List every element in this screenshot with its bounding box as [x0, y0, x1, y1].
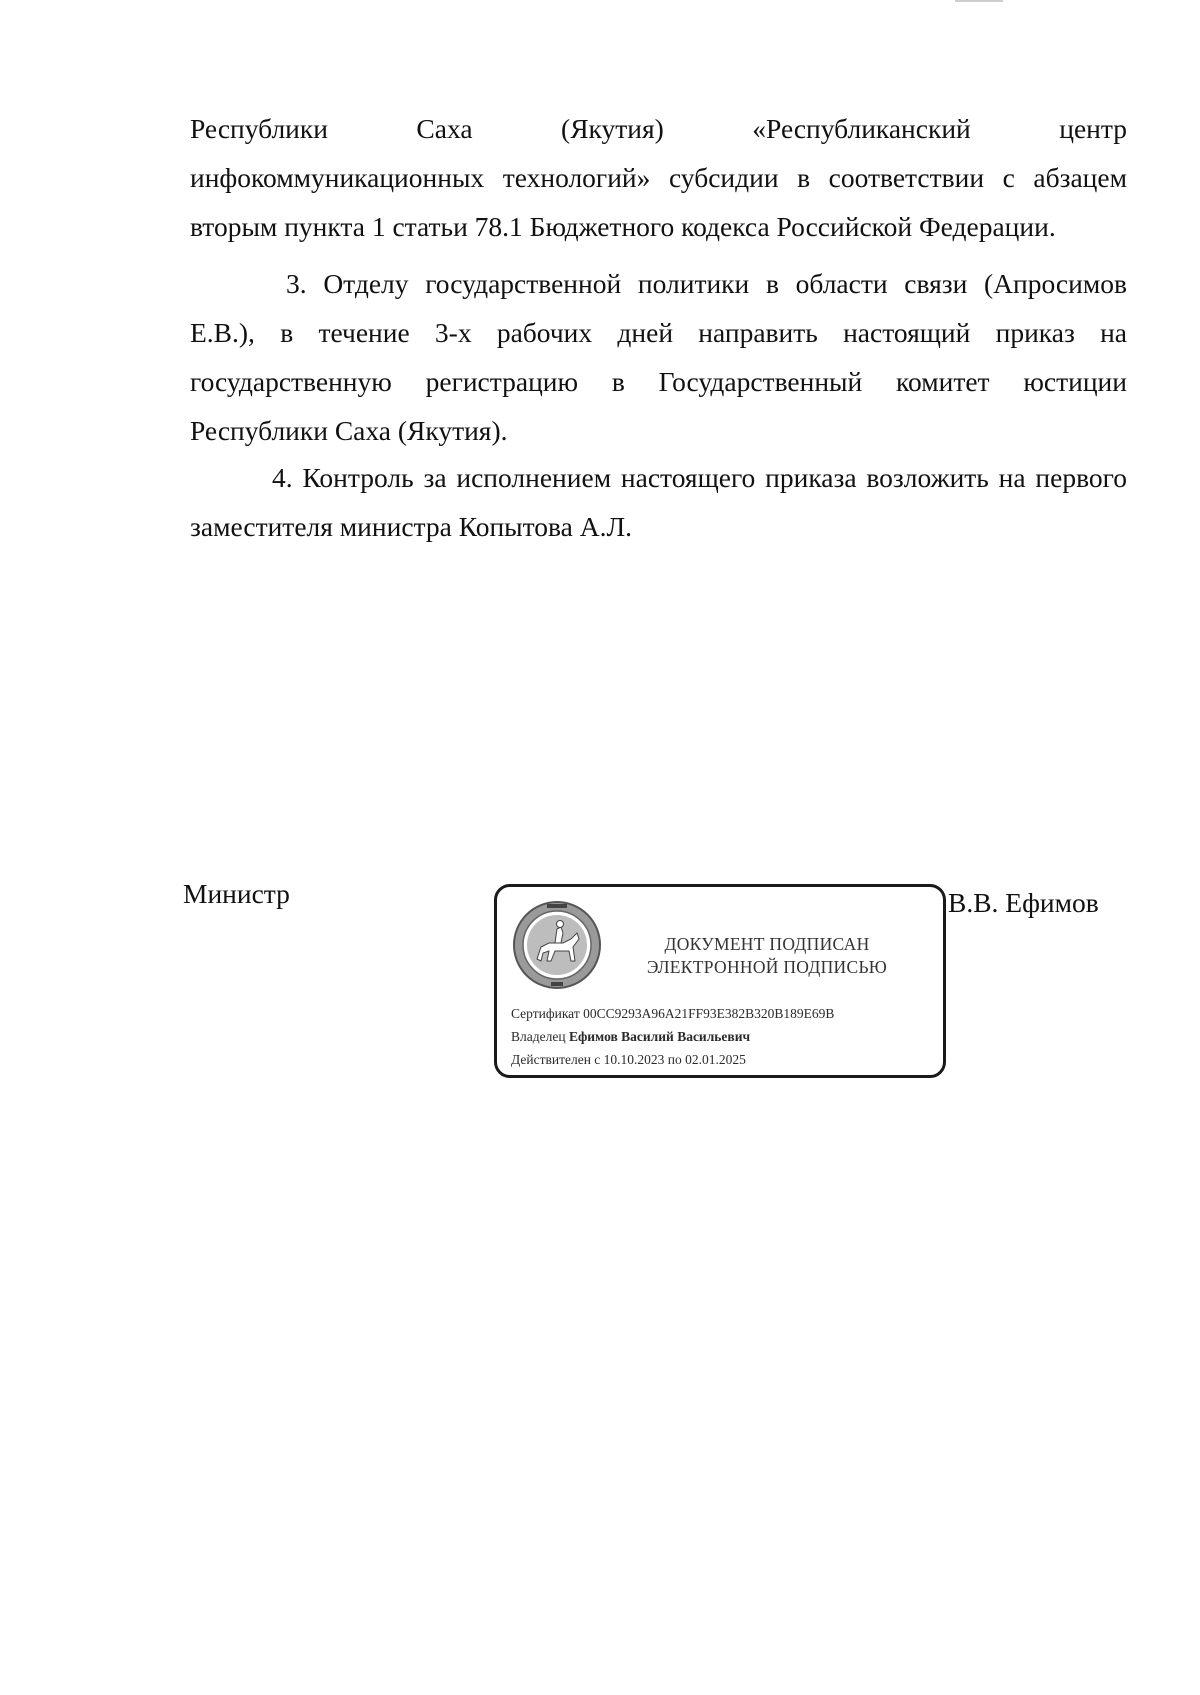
signatory-title: Министр	[183, 878, 290, 909]
stamp-owner-label: Владелец	[511, 1029, 566, 1044]
stamp-certificate	[511, 1005, 834, 1023]
stamp-certificate-label: Сертификат	[511, 1006, 580, 1021]
stamp-heading	[607, 933, 927, 979]
stamp-valid-to-label: по	[667, 1052, 682, 1067]
stamp-owner-value: Ефимов Василий Васильевич	[568, 1029, 751, 1044]
scan-artifact	[955, 0, 1003, 2]
stamp-valid-from: 10.10.2023	[603, 1052, 665, 1067]
paragraph-subsidy-line1: Республики Саха (Якутия) «Республиканский центр	[190, 113, 1127, 144]
coat-of-arms-icon	[511, 899, 603, 991]
stamp-owner	[511, 1028, 750, 1046]
paragraph-subsidy-rest: инфокоммуникационных технологий» субсидии в соответствии с абзацем вторым пункта 1 статьи 78.1 Бюджетного кодекса Российской Федерации.	[190, 162, 1127, 242]
signatory-name: В.В. Ефимов	[948, 887, 1099, 918]
stamp-heading-line2: ЭЛЕКТРОННОЙ ПОДПИСЬЮ	[646, 957, 888, 977]
stamp-heading-line1: ДОКУМЕНТ ПОДПИСАН	[664, 934, 870, 954]
stamp-validity	[511, 1051, 746, 1069]
paragraph-registration: 3. Отделу государственной политики в области связи (Апросимов Е.В.), в течение 3-х рабочих дней направить настоящий приказ на государственную регистрацию в Государственный комитет юстиции Республики Саха (Якутия).	[190, 268, 1127, 446]
paragraph-subsidy	[190, 104, 1127, 251]
paragraph-control: 4. Контроль за исполнением настоящего приказа возложить на первого заместителя министра Копытова А.Л.	[190, 462, 1127, 542]
stamp-certificate-value: 00CC9293A96A21FF93E382B320B189E69B	[583, 1006, 835, 1021]
electronic-signature-stamp	[494, 884, 946, 1078]
stamp-validity-label: Действителен с	[511, 1052, 601, 1067]
stamp-valid-to: 02.01.2025	[685, 1052, 746, 1067]
